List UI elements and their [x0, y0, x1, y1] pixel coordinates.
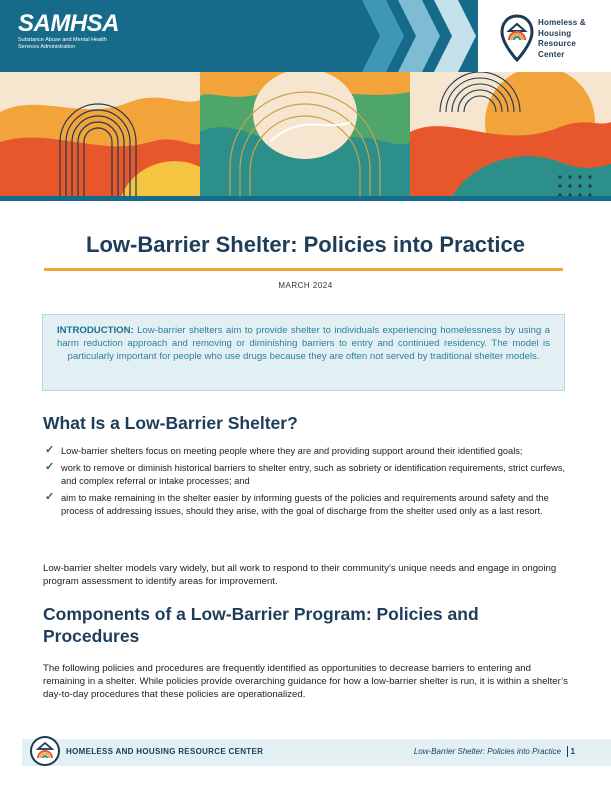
intro-label: INTRODUCTION:	[57, 325, 134, 336]
page-footer	[22, 739, 611, 766]
page-title: Low-Barrier Shelter: Policies into Practice	[86, 232, 525, 257]
check-icon: ✓	[45, 461, 55, 474]
footer-org-name: HOMELESS AND HOUSING RESOURCE CENTER	[66, 747, 264, 756]
page-number: 1	[570, 747, 575, 756]
chevron-decoration	[362, 0, 482, 72]
check-icon: ✓	[45, 491, 55, 504]
samhsa-logo	[18, 12, 119, 51]
list-item: ✓ aim to make remaining in the shelter easier by informing guests of the policies and requirements around safety and the process of addressing issues, should they arise, with the goal of discharge from the shelter used only as a last resort.	[45, 491, 549, 516]
section2-paragraph: The following policies and procedures are frequently identified as opportunities to decrease barriers to entering and remaining in a shelter. While policies provide overarching guidance for how a low-barrier shelter is run, it is within a shelter’s day-to-day procedures that these policies are operationalized.	[43, 663, 568, 700]
footer-hhrc-icon	[30, 734, 60, 768]
samhsa-subtitle: Substance Abuse and Mental Health Services Administration	[18, 37, 107, 50]
decorative-banner	[0, 72, 611, 200]
check-icon: ✓	[45, 444, 55, 456]
footer-doc-title: Low-Barrier Shelter: Policies into Practice	[413, 747, 561, 756]
hhrc-name: Homeless & Housing Resource Center	[538, 18, 586, 59]
section1-paragraph: Low-barrier shelter models vary widely, but all work to respond to their community’s unique needs and engage in ongoing program assessment to identify areas for improvement.	[43, 563, 557, 587]
introduction-box	[42, 314, 565, 391]
title-underline	[44, 268, 563, 271]
definition-list	[43, 445, 568, 522]
banner-divider	[0, 196, 611, 201]
list-item: ✓ work to remove or diminish historical barriers to shelter entry, such as sobriety or identification requirements, strict curfews, and complex referral or intake processes; and	[45, 461, 566, 486]
hhrc-pin-icon	[500, 14, 534, 62]
section-heading-what-is: What Is a Low-Barrier Shelter?	[43, 413, 298, 433]
publication-date: MARCH 2024	[278, 281, 333, 290]
list-item: ✓ Low-barrier shelters focus on meeting people where they are and providing support around their identified goals;	[45, 444, 523, 456]
section-heading-components: Components of a Low-Barrier Program: Policies and Procedures	[43, 604, 479, 646]
samhsa-name: SAMHSA	[18, 10, 120, 37]
intro-text: Low-barrier shelters aim to provide shelter to individuals experiencing homelessness by using a harm reduction approach and removing or diminishing barriers to entry and continued residency. The model is particularly important for people who use drugs because they are often not served by traditional shelter models.	[57, 325, 550, 362]
footer-separator	[567, 746, 568, 757]
